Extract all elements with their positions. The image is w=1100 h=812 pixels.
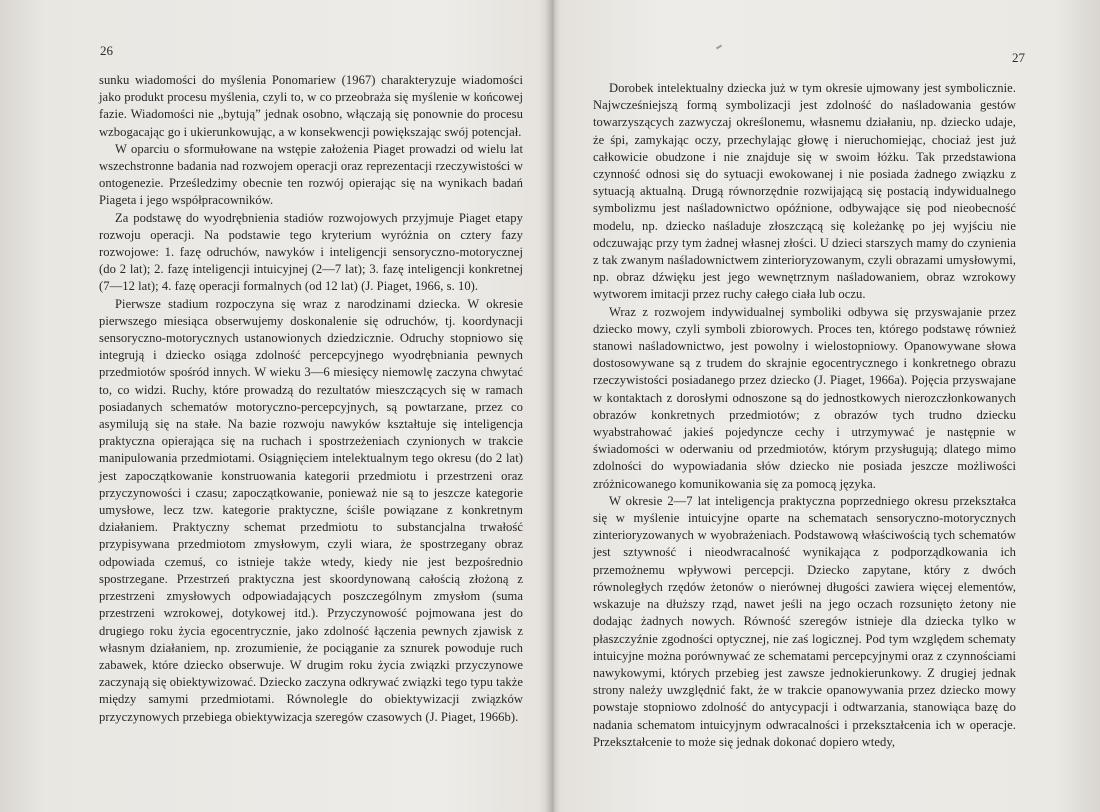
- left-page-text: [99, 72, 523, 726]
- paragraph: sunku wiadomości do myślenia Ponomariew (1967) charakteryzuje wiadomości jako produkt procesu myślenia, czyli to, w co przeobraża się myślenie w końcowej fazie. Wiadomości nie „bytują” jednak osobno, włączają się ponownie do procesu wzbogacając go i ukierunkowując, a w konsekwencji powiększając swój potencjał.: [99, 73, 523, 139]
- paragraph: Za podstawę do wyodrębnienia stadiów rozwojowych przyjmuje Piaget etapy rozwoju operacji. Na podstawie tego kryterium wyróżnia on cztery fazy rozwojowe: 1. fazę odruchów, nawyków i inteligencji sensoryczno-motorycznej (do 2 lat); 2. fazę inteligencji intuicyjnej (2—7 lat); 3. fazę inteligencji konkretnej (7—12 lat); 4. fazę operacji formalnych (od 12 lat) (J. Piaget, 1966, s. 10).: [99, 210, 523, 294]
- right-page-text: [593, 80, 1016, 751]
- paragraph: Pierwsze stadium rozpoczyna się wraz z narodzinami dziecka. W okresie pierwszego miesiąca obserwujemy doskonalenie się odruchów, tj. koordynacji sensoryczno-motorycznych ustanowionych dziedzicznie. Odruchy stopniowo się integrują i dziecko osiąga zdolność percepcyjnego wyodrębniania pewnych przedmiotów spośród innych. W wieku 3—6 miesięcy niemowlę zaczyna chwytać to, co widzi. Ruchy, które prowadzą do rezultatów mieszczących się w ramach posiadanych schematów motoryczno-percepcyjnych, są powtarzane, przez co asymilują się na stałe. Na bazie rozwoju nawyków kształtuje się inteligencja praktyczna opierająca się na ruchach i spostrzeżeniach czynionych w trakcie manipulowania przedmiotami. Osiągnięciem intelektualnym tego okresu (do 2 lat) jest zapoczątkowanie konstruowania kategorii przedmiotu i przestrzeni oraz przyczynowości i czasu; zapoczątkowanie, ponieważ nie są to jeszcze kategorie umysłowe, lecz tzw. kategorie praktyczne, ściśle powiązane z konkretnym działaniem. Praktyczny schemat przedmiotu to substancjalna trwałość przypisywana przedmiotom zmysłowym, czyli wiara, że spostrzegany obraz odpowiada czemuś, co istnieje także wtedy, kiedy nie jest bezpośrednio spostrzegane. Przestrzeń praktyczna jest skoordynowaną całością złożoną z przestrzeni zmysłowych odpowiadających poszczególnym zmysłom (suma przestrzeni wzrokowej, dotykowej itd.). Przyczynowość pojmowana jest do drugiego roku życia egocentrycznie, jako zdolność łączenia pewnych zjawisk z własnym działaniem, np. zrozumienie, że pociąganie za sznurek powoduje ruch zabawek, które dziecko obserwuje. W drugim roku życia związki przyczynowe zaczynają się obiektywizować. Dziecko zaczyna odkrywać związki tego typu także między samymi przedmiotami. Równolegle do obiektywizacji związków przyczynowych przebiega obiektywizacja szeregów czasowych (J. Piaget, 1966b).: [99, 296, 523, 724]
- paragraph: Dorobek intelektualny dziecka już w tym okresie ujmowany jest symbolicznie. Najwcześniejszą formą symbolizacji jest zdolność do naśladowania gestów towarzyszących zazwyczaj określonemu, własnemu działaniu, np. dziecko udaje, że śpi, zamykając oczy, przechylając głowę i nieruchomiejąc, chociaż jest już całkowicie obudzone i nie znajduje się w swoim łóżku. Tak przedstawiona czynność odnosi się do sytuacji ewokowanej i nie posiada żadnego związku z sytuacją aktualną. Drugą równorzędnie rozwijającą się postacią indywidualnego symbolizmu jest naśladownictwo opóźnione, odbywające się pod nieobecność modelu, np. dziecko naśladuje złoszczącą się koleżankę po jej wyjściu nie odczuwając przy tym żadnej własnej złości. U dzieci starszych mamy do czynienia z tak zwanym naśladownictwem zinterioryzowanym, czyli obrazami umysłowymi, np. obraz dźwięku jest jego wewnętrznym naśladowaniem, obraz wzrokowy wytworem imitacji przez ruchy całego ciała lub oczu.: [593, 81, 1016, 302]
- paragraph: W oparciu o sformułowane na wstępie założenia Piaget prowadzi od wielu lat wszechstronne badania nad rozwojem operacji oraz reprezentacji rzeczywistości w ontogenezie. Prześledzimy obecnie ten rozwój opierając się na wynikach badań Piageta i jego współpracowników.: [99, 141, 523, 208]
- paper-speck: [716, 45, 722, 50]
- page-number-right: 27: [1012, 50, 1025, 65]
- paragraph: Wraz z rozwojem indywidualnej symboliki odbywa się przyswajanie przez dziecko mowy, czyli symboli zbiorowych. Proces ten, którego podstawę również stanowi naśladownictwo, jest powolny i wielostopniowy. Opanowywane słowa dostosowywane są z trudem do skrajnie egocentrycznego i konkretnego obrazu rzeczywistości posiadanego przez dziecko (J. Piaget, 1966a). Pojęcia przyswajane w kontaktach z dorosłymi odnoszone są do jednostkowych nierozczłonkowanych obrazów konkretnych przedmiotów; z obrazów tych trudno dziecku wyabstrahować jakieś pojedyncze cechy i utrzymywać je następnie w świadomości w oderwaniu od przedmiotów, którym przysługują; dlatego mimo zdolności do wypowiadania słów dziecko nie posiada jeszcze możliwości zróżnicowanego komunikowania się za pomocą języka.: [593, 304, 1016, 491]
- page-number-left: 26: [100, 43, 113, 58]
- paragraph: W okresie 2—7 lat inteligencja praktyczna poprzedniego okresu przekształca się w myślenie intuicyjne oparte na schematach sensoryczno-motorycznych zinterioryzowanych w wyobrażeniach. Podstawową właściwością tych schematów jest sztywność i nieodwracalność wynikająca z podporządkowania ich przemożnemu wpływowi percepcji. Dziecko zapytane, który z dwóch równoległych rzędów żetonów o nierównej długości zawiera więcej elementów, wskazuje na dłuższy rząd, nawet jeśli na jego oczach rozsunięto żetony nie dodając żadnych nowych. Równość szeregów istnieje dla dziecka tylko w płaszczyźnie zgodności optycznej, nie zaś logicznej. Pod tym względem schematy intuicyjne można porównywać ze schematami percepcyjnymi oraz z czynnościami nawykowymi, których przebieg jest zawsze jednokierunkowy. Z drugiej jednak strony należy uwzględnić fakt, że w trakcie opanowywania przez dziecko mowy powstaje stopniowo zdolność do antycypacji i odtwarzania, stanowiąca bazę do nadania schematom intuicyjnym odwracalności i przekształcenia ich w operacje. Przekształcenie to może się jednak dokonać dopiero wtedy,: [593, 493, 1016, 749]
- right-page: [552, 0, 1100, 812]
